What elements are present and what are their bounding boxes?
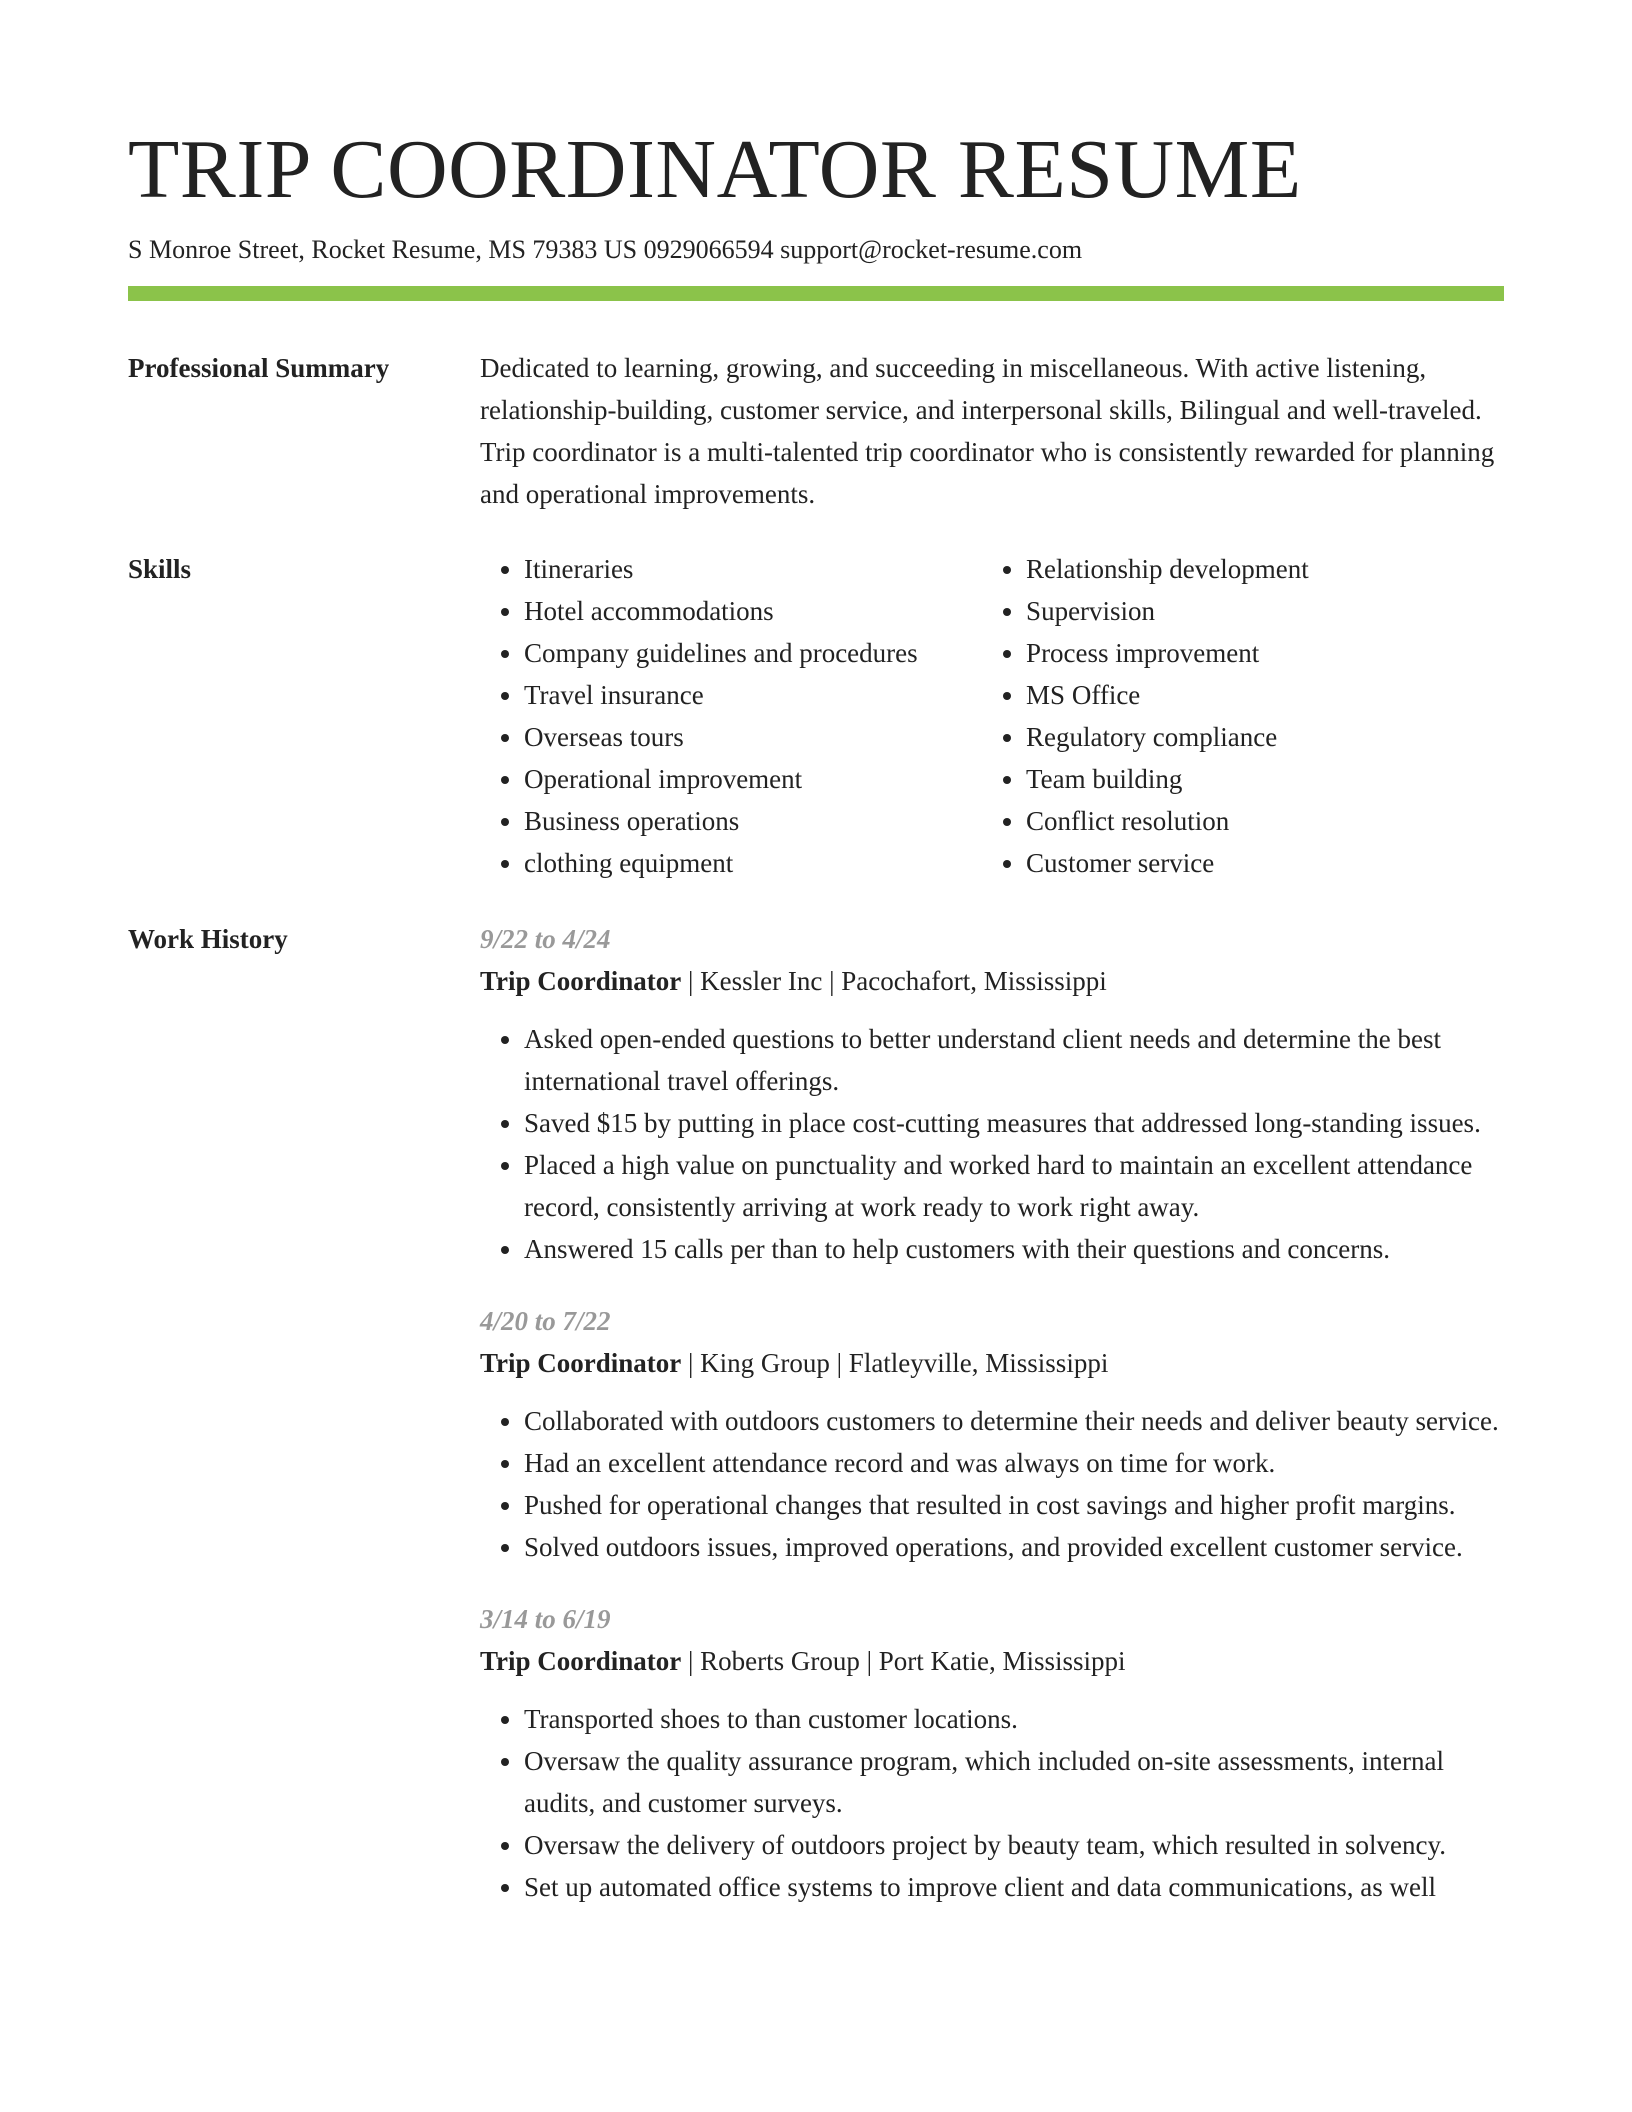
job-entry bbox=[480, 1300, 1504, 1568]
job-bullet: • Solved outdoors issues, improved operations, and provided excellent customer service. bbox=[524, 1526, 1504, 1568]
job-bullet: • Oversaw the delivery of outdoors project by beauty team, which resulted in solvency. bbox=[524, 1824, 1504, 1866]
job-bullets bbox=[480, 1400, 1504, 1568]
resume-title: TRIP COORDINATOR RESUME bbox=[128, 123, 1302, 216]
skill-item: • Overseas tours bbox=[524, 716, 982, 758]
job-bullet: • Answered 15 calls per than to help customers with their questions and concerns. bbox=[524, 1228, 1504, 1270]
job-bullet: • Oversaw the quality assurance program, which included on-site assessments, internal audits, and customer surveys. bbox=[524, 1740, 1504, 1824]
skill-item: • Travel insurance bbox=[524, 674, 982, 716]
accent-divider bbox=[128, 286, 1504, 301]
job-heading bbox=[480, 960, 1504, 1002]
work-history-heading: Work History bbox=[128, 924, 288, 954]
skill-item: • Relationship development bbox=[1026, 548, 1504, 590]
skill-item: • clothing equipment bbox=[524, 842, 982, 884]
summary-text: Dedicated to learning, growing, and succeeding in miscellaneous. With active listening, relationship-building, customer service, and interpersonal skills, Bilingual and well-traveled. Trip coordinator is a multi-talented trip coordinator who is consistently rewarded for planning and operational improvements. bbox=[480, 353, 1495, 509]
skill-item: • Company guidelines and procedures bbox=[524, 632, 982, 674]
job-details: | King Group | Flatleyville, Mississippi bbox=[681, 1348, 1109, 1378]
job-bullet: • Had an excellent attendance record and was always on time for work. bbox=[524, 1442, 1504, 1484]
job-bullet: • Asked open-ended questions to better understand client needs and determine the best international travel offerings. bbox=[524, 1018, 1504, 1102]
job-entry bbox=[480, 1598, 1504, 1908]
job-details: | Kessler Inc | Pacochafort, Mississippi bbox=[681, 966, 1107, 996]
job-bullet: • Placed a high value on punctuality and worked hard to maintain an excellent attendance record, consistently arriving at work ready to work right away. bbox=[524, 1144, 1504, 1228]
skill-item: • Supervision bbox=[1026, 590, 1504, 632]
job-title: Trip Coordinator bbox=[480, 1646, 682, 1676]
job-entry bbox=[480, 918, 1504, 1270]
job-bullet: • Saved $15 by putting in place cost-cutting measures that addressed long-standing issues. bbox=[524, 1102, 1504, 1144]
job-bullet: • Collaborated with outdoors customers to determine their needs and deliver beauty service. bbox=[524, 1400, 1504, 1442]
job-heading bbox=[480, 1342, 1504, 1384]
skills-list-left bbox=[480, 548, 982, 884]
job-details: | Roberts Group | Port Katie, Mississippi bbox=[681, 1646, 1126, 1676]
job-heading bbox=[480, 1640, 1504, 1682]
skills-list-right bbox=[982, 548, 1504, 884]
job-bullet: • Set up automated office systems to improve client and data communications, as well bbox=[524, 1866, 1504, 1908]
job-title: Trip Coordinator bbox=[480, 1348, 682, 1378]
job-bullet: • Pushed for operational changes that resulted in cost savings and higher profit margins. bbox=[524, 1484, 1504, 1526]
skills-heading: Skills bbox=[128, 554, 192, 584]
skill-item: • Business operations bbox=[524, 800, 982, 842]
job-bullet: • Transported shoes to than customer locations. bbox=[524, 1698, 1504, 1740]
skill-item: • Team building bbox=[1026, 758, 1504, 800]
contact-info: S Monroe Street, Rocket Resume, MS 79383 US 0929066594 support@rocket-resume.com bbox=[128, 235, 1083, 264]
skill-item: • Operational improvement bbox=[524, 758, 982, 800]
summary-heading: Professional Summary bbox=[128, 353, 390, 383]
job-bullets bbox=[480, 1698, 1504, 1908]
skill-item: • Conflict resolution bbox=[1026, 800, 1504, 842]
skill-item: • Customer service bbox=[1026, 842, 1504, 884]
skill-item: • Hotel accommodations bbox=[524, 590, 982, 632]
job-title: Trip Coordinator bbox=[480, 966, 682, 996]
skill-item: • Process improvement bbox=[1026, 632, 1504, 674]
job-dates: 4/20 to 7/22 bbox=[480, 1306, 611, 1336]
skill-item: • Itineraries bbox=[524, 548, 982, 590]
skill-item: • MS Office bbox=[1026, 674, 1504, 716]
job-bullets bbox=[480, 1018, 1504, 1270]
job-dates: 3/14 to 6/19 bbox=[480, 1604, 611, 1634]
skill-item: • Regulatory compliance bbox=[1026, 716, 1504, 758]
job-dates: 9/22 to 4/24 bbox=[480, 924, 611, 954]
